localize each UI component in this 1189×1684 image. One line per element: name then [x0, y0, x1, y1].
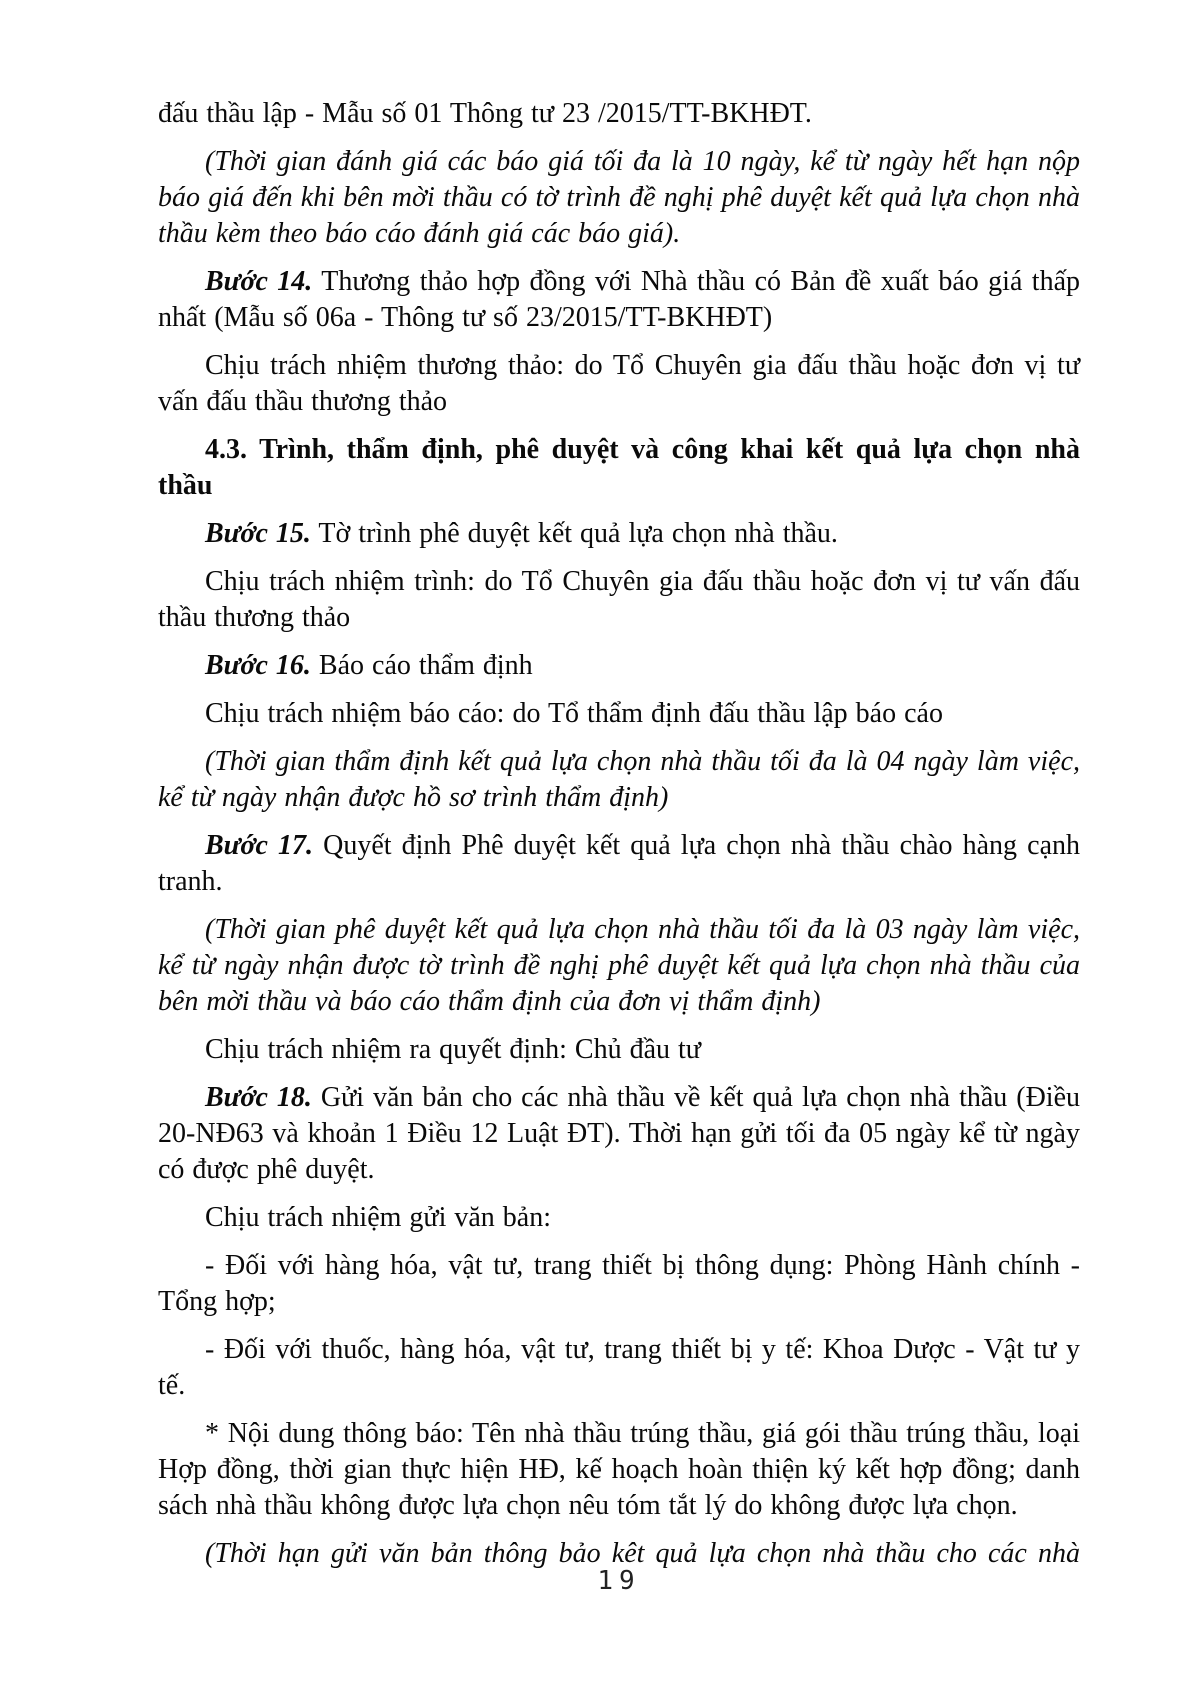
step-label: Bước 17.: [205, 830, 314, 861]
step-label: Bước 14.: [205, 266, 313, 297]
paragraph: Chịu trách nhiệm ra quyết định: Chủ đầu tư: [205, 1034, 701, 1065]
paragraph: Bước 15. Tờ trình phê duyệt kết quả lựa chọn nhà thầu.: [205, 518, 838, 549]
paragraph: Bước 18. Gửi văn bản cho các nhà thầu về kết quả lựa chọn nhà thầu (Điều 20-NĐ63 và khoản 1 Điều 12 Luật ĐT). Thời hạn gửi tối đa 05 ngày kể từ ngày có được phê duyệt.: [158, 1082, 1080, 1185]
step-label: Bước 15.: [205, 518, 311, 549]
paragraph: - Đối với thuốc, hàng hóa, vật tư, trang thiết bị y tế: Khoa Dược - Vật tư y tế.: [158, 1334, 1080, 1401]
paragraph: Bước 14. Thương thảo hợp đồng với Nhà thầu có Bản đề xuất báo giá thấp nhất (Mẫu số 06a - Thông tư số 23/2015/TT-BKHĐT): [158, 266, 1080, 333]
step-label: Bước 18.: [205, 1082, 312, 1113]
page-number: 19: [597, 1566, 641, 1596]
paragraph: (Thời gian phê duyệt kết quả lựa chọn nhà thầu tối đa là 03 ngày làm việc, kể từ ngày nhận được tờ trình đề nghị phê duyệt kết quả lựa chọn nhà thầu của bên mời thầu và báo cáo thẩm định của đơn vị thẩm định): [158, 914, 1080, 1017]
paragraph: 4.3. Trình, thẩm định, phê duyệt và công khai kết quả lựa chọn nhà thầu: [158, 434, 1080, 501]
paragraph: (Thời hạn gửi văn bản thông bảo kêt quả lựa chọn nhà thầu cho các nhà: [205, 1538, 1080, 1569]
paragraph: - Đối với hàng hóa, vật tư, trang thiết bị thông dụng: Phòng Hành chính - Tổng hợp;: [158, 1250, 1080, 1317]
paragraph: Chịu trách nhiệm trình: do Tổ Chuyên gia đấu thầu hoặc đơn vị tư vấn đấu thầu thương thảo: [158, 566, 1080, 633]
paragraph: đấu thầu lập - Mẫu số 01 Thông tư 23 /2015/TT-BKHĐT.: [158, 98, 812, 129]
step-label: Bước 16.: [205, 650, 311, 681]
paragraph: Bước 17. Quyết định Phê duyệt kết quả lựa chọn nhà thầu chào hàng cạnh tranh.: [158, 830, 1080, 897]
document-body: [158, 96, 1080, 1584]
paragraph: * Nội dung thông báo: Tên nhà thầu trúng thầu, giá gói thầu trúng thầu, loại Hợp đồng, thời gian thực hiện HĐ, kế hoạch hoàn thiện ký kết hợp đồng; danh sách nhà thầu không được lựa chọn nêu tóm tắt lý do không được lựa chọn.: [158, 1418, 1080, 1521]
paragraph: Chịu trách nhiệm báo cáo: do Tổ thẩm định đấu thầu lập báo cáo: [205, 698, 943, 729]
paragraph: Chịu trách nhiệm gửi văn bản:: [205, 1202, 551, 1233]
paragraph: Bước 16. Báo cáo thẩm định: [205, 650, 533, 681]
paragraph: Chịu trách nhiệm thương thảo: do Tổ Chuyên gia đấu thầu hoặc đơn vị tư vấn đấu thầu thương thảo: [158, 350, 1080, 417]
paragraph: (Thời gian đánh giá các báo giá tối đa là 10 ngày, kể từ ngày hết hạn nộp báo giá đến khi bên mời thầu có tờ trình đề nghị phê duyệt kết quả lựa chọn nhà thầu kèm theo báo cáo đánh giá các báo giá).: [158, 146, 1080, 249]
paragraph: (Thời gian thẩm định kết quả lựa chọn nhà thầu tối đa là 04 ngày làm việc, kể từ ngày nhận được hồ sơ trình thẩm định): [158, 746, 1080, 813]
